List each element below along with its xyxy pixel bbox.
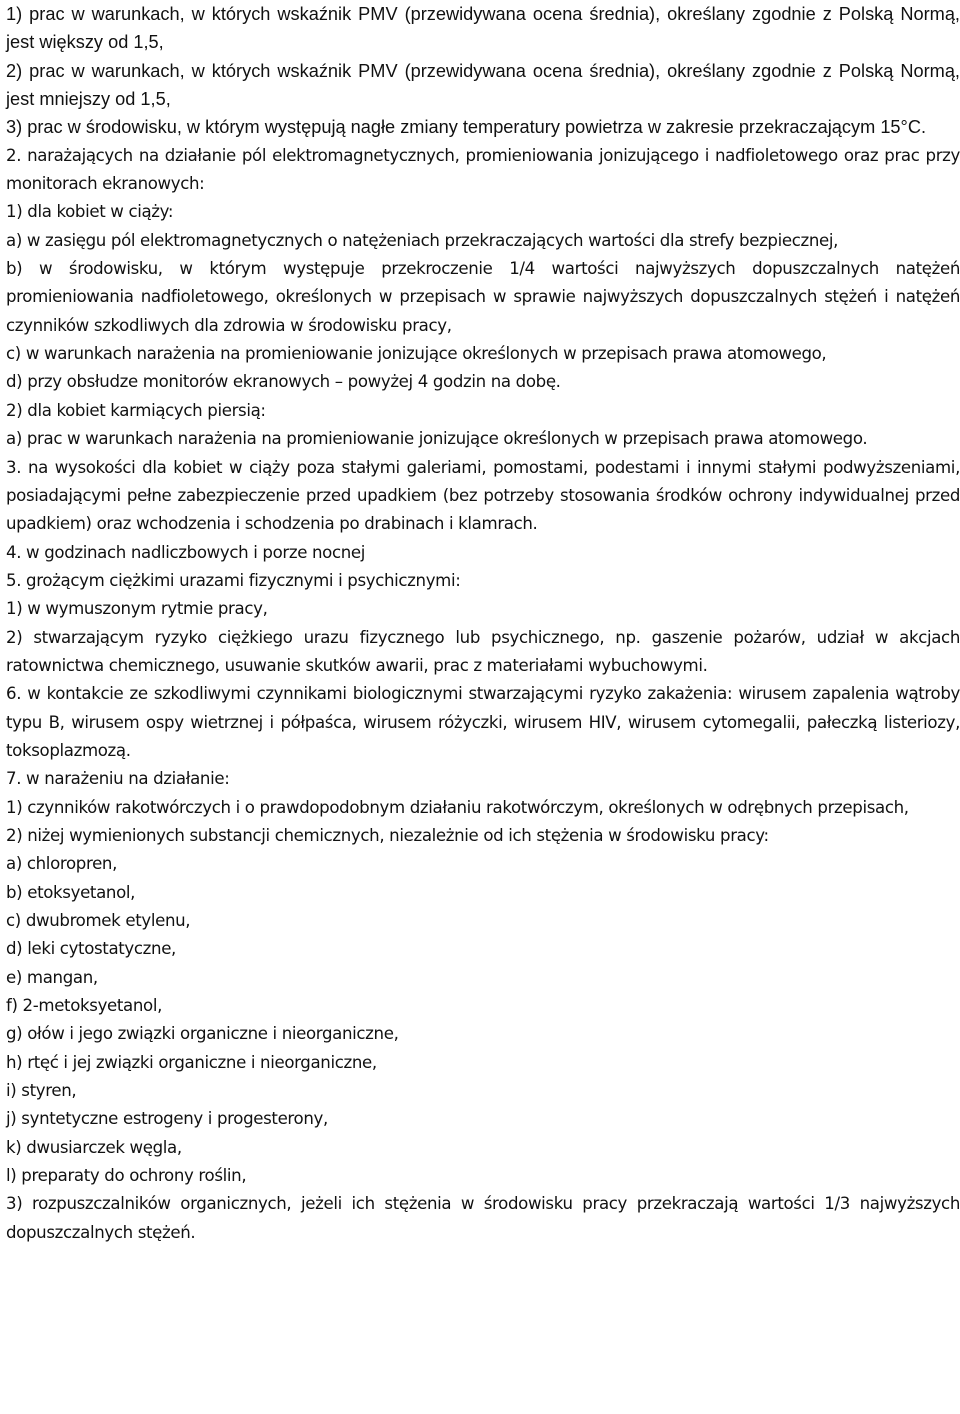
paragraph: a) prac w warunkach narażenia na promieniowanie jonizujące określonych w przepisach prawa atomowego. [6, 429, 868, 449]
paragraph: f) 2-metoksyetanol, [6, 996, 163, 1016]
paragraph: 2) stwarzającym ryzyko ciężkiego urazu fizycznego lub psychicznego, np. gaszenie pożarów, udział w akcjach ratownictwa chemicznego, usuwanie skutków awarii, prac z materiałami wybuchowymi. [6, 627, 960, 675]
paragraph: h) rtęć i jej związki organiczne i nieorganiczne, [6, 1052, 377, 1072]
paragraph: 5. grożącym ciężkimi urazami fizycznymi i psychicznymi: [6, 570, 461, 590]
paragraph: e) mangan, [6, 967, 98, 987]
paragraph: 3) prac w środowisku, w którym występują nagłe zmiany temperatury powietrza w zakresie przekraczającym 15°C. [6, 117, 927, 138]
paragraph: 1) czynników rakotwórczych i o prawdopodobnym działaniu rakotwórczym, określonych w odrębnych przepisach, [6, 797, 909, 817]
paragraph: i) styren, [6, 1081, 77, 1101]
document-page [6, 0, 960, 1247]
paragraph: 2. narażających na działanie pól elektromagnetycznych, promieniowania jonizującego i nadfioletowego oraz prac przy monitorach ekranowych: [6, 145, 960, 194]
paragraph: a) chloropren, [6, 854, 118, 874]
paragraph: 4. w godzinach nadliczbowych i porze nocnej [6, 542, 366, 562]
paragraph: 3. na wysokości dla kobiet w ciąży poza stałymi galeriami, pomostami, podestami i innymi stałymi podwyższeniami, posiadającymi pełne zabezpieczenie przed upadkiem (bez potrzeby stosowania środków ochrony indywidualnej przed upadkiem) oraz wchodzenia i schodzenia po drabinach i klamrach. [6, 457, 960, 534]
paragraph: l) preparaty do ochrony roślin, [6, 1166, 247, 1186]
paragraph: b) etoksyetanol, [6, 882, 136, 902]
paragraph: 3) rozpuszczalników organicznych, jeżeli ich stężenia w środowisku pracy przekraczają wartości 1/3 najwyższych dopuszczalnych stężeń. [6, 1194, 960, 1242]
paragraph: 1) w wymuszonym rytmie pracy, [6, 599, 268, 619]
paragraph: c) dwubromek etylenu, [6, 911, 191, 930]
paragraph: j) syntetyczne estrogeny i progesterony, [6, 1109, 328, 1129]
paragraph: 6. w kontakcie ze szkodliwymi czynnikami biologicznymi stwarzającymi ryzyko zakażenia: wirusem zapalenia wątroby typu B, wirusem ospy wietrznej i półpaśca, wirusem różyczki, wirusem HIV, wirusem cytomegalii, pałeczką listeriozy, toksoplazmozą. [6, 684, 960, 760]
paragraph: 2) prac w warunkach, w których wskaźnik PMV (przewidywana ocena średnia), określany zgodnie z Polską Normą, jest mniejszy od 1,5, [6, 60, 960, 110]
paragraph: c) w warunkach narażenia na promieniowanie jonizujące określonych w przepisach prawa atomowego, [6, 344, 827, 364]
paragraph: a) w zasięgu pól elektromagnetycznych o natężeniach przekraczających wartości dla strefy bezpiecznej, [6, 230, 839, 250]
paragraph: g) ołów i jego związki organiczne i nieorganiczne, [6, 1024, 399, 1044]
paragraph: 1) prac w warunkach, w których wskaźnik PMV (przewidywana ocena średnia), określany zgodnie z Polską Normą, jest większy od 1,5, [6, 4, 960, 53]
paragraph: d) leki cytostatyczne, [6, 939, 176, 959]
paragraph: 2) dla kobiet karmiących piersią: [6, 400, 266, 420]
paragraph: b) w środowisku, w którym występuje przekroczenie 1/4 wartości najwyższych dopuszczalnych natężeń promieniowania nadfioletowego, określonych w przepisach w sprawie najwyższych dopuszczalnych stężeń i natężeń czynników szkodliwych dla zdrowia w środowisku pracy, [6, 259, 960, 335]
paragraph: 1) dla kobiet w ciąży: [6, 202, 174, 222]
paragraph: 7. w narażeniu na działanie: [6, 769, 230, 789]
paragraph: d) przy obsłudze monitorów ekranowych – powyżej 4 godzin na dobę. [6, 372, 561, 392]
paragraph: 2) niżej wymienionych substancji chemicznych, niezależnie od ich stężenia w środowisku pracy: [6, 825, 769, 845]
paragraph: k) dwusiarczek węgla, [6, 1137, 182, 1157]
